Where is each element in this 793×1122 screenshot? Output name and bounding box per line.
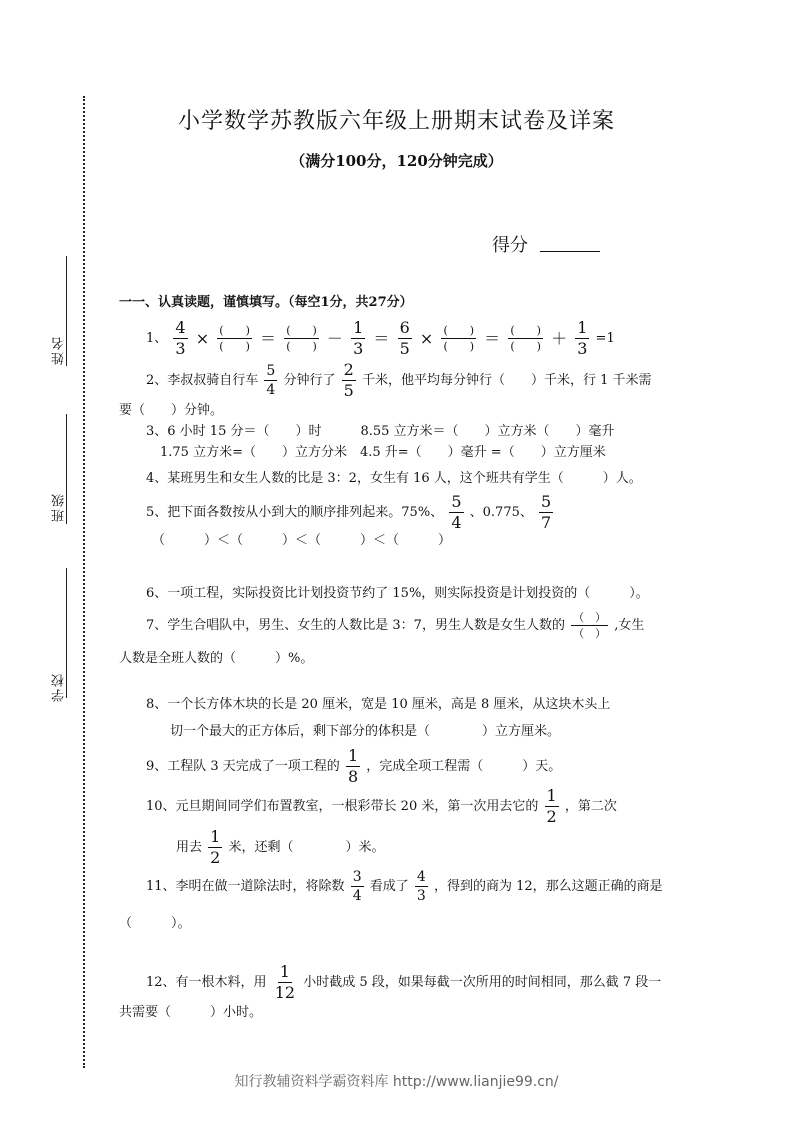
q11-fraction-3-4: $\frac{3}{4}$	[352, 869, 362, 904]
q1-answer-fraction-2[interactable]: $\frac{( )}{( )}$	[286, 324, 317, 353]
question-7	[146, 612, 644, 639]
question-3-line-2: 1.75 立方米=（ ）立方分米 4.5 升=（ ）毫升 =（ ）立方厘米	[160, 445, 606, 460]
q7-text-a: 7、学生合唱队中，男生、女生的人数比是 3：7，男生人数是女生人数的	[146, 618, 565, 633]
q7-answer-fraction[interactable]: $\frac{( )}{( )}$	[573, 611, 607, 640]
q1-answer-fraction-4[interactable]: $\frac{( )}{( )}$	[510, 324, 541, 353]
q1-answer-fraction-1[interactable]: $\frac{( )}{( )}$	[219, 324, 250, 353]
q2-text-b: 分钟行了	[283, 373, 336, 388]
q1-plus: ＋	[551, 328, 568, 348]
q11-text-b: 看成了	[369, 879, 409, 894]
q10-text-a: 10、元旦期间同学们布置教室，一根彩带长 20 米，第一次用去它的	[146, 799, 539, 814]
q10-text-b: ，第二次	[564, 799, 617, 814]
q1-equals: ＝	[260, 328, 277, 348]
q9-text-a: 9、工程队 3 天完成了一项工程的	[146, 759, 340, 774]
q12-fraction-1-12: $\frac{1}{12}$	[274, 962, 296, 1002]
q1-equals-3: ＝	[484, 328, 501, 348]
q10-fraction-1-2b: $\frac{1}{2}$	[210, 827, 221, 867]
score-blank[interactable]	[540, 251, 600, 252]
q11-text-a: 11、李明在做一道除法时，将除数	[146, 879, 345, 894]
footer-watermark: 知行教辅资料学霸资料库 http://www.lianjie99.cn/	[234, 1074, 559, 1090]
q1-number: 1、	[146, 331, 168, 346]
q1-fraction-6-5: $\frac{6}{5}$	[399, 318, 410, 358]
question-12-continued: 共需要（ ）小时。	[119, 1005, 263, 1020]
school-label: 学校	[52, 672, 67, 702]
q11-text-c: ，得到的商为 12，那么这题正确的商是	[433, 879, 663, 894]
q7-text-b: ,女生	[614, 618, 645, 633]
q2-fraction-2-5: $\frac{2}{5}$	[343, 360, 354, 400]
q9-fraction-1-8: $\frac{1}{8}$	[347, 746, 359, 786]
question-5	[146, 494, 555, 531]
q5-text-a: 5、把下面各数按从小到大的顺序排列起来。75%、	[146, 505, 444, 520]
q9-text-b: ，完成全项工程需（ ）天。	[366, 759, 562, 774]
section-heading: 一一、认真读题，谨慎填写。（每空1分，共27分）	[119, 295, 413, 310]
q1-fraction-4-3: $\frac{4}{3}$	[175, 318, 186, 358]
question-11	[146, 870, 663, 903]
question-3-line-1: 3、6 小时 15 分＝（ ）时 8.55 立方米＝（ ）立方米（ ）毫升	[146, 424, 615, 439]
question-6: 6、一项工程，实际投资比计划投资节约了 15%，则实际投资是计划投资的（ ）。	[146, 586, 649, 601]
question-2	[146, 362, 652, 399]
q2-fraction-5-4: $\frac{5}{4}$	[266, 363, 276, 398]
q10-text-d: 米，还剩（ ）米。	[228, 840, 385, 855]
question-7-continued: 人数是全班人数的（ ）%。	[119, 651, 314, 666]
question-5-order-blanks[interactable]: （ ）＜（ ）＜（ ）＜（ ）	[152, 533, 452, 548]
question-4: 4、某班男生和女生人数的比是 3：2，女生有 16 人，这个班共有学生（ ）人。	[146, 471, 642, 486]
class-label: 班级	[52, 492, 67, 522]
q5-fraction-5-7: $\frac{5}{7}$	[541, 492, 552, 532]
exam-title: 小学数学苏教版六年级上册期末试卷及详案	[177, 109, 615, 134]
q1-equals-2: ＝	[373, 328, 390, 348]
q1-fraction-1-3: $\frac{1}{3}$	[353, 318, 364, 358]
question-9	[146, 748, 561, 785]
q2-text-c: 千米，他平均每分钟行（ ）千米，行 1 千米需	[361, 373, 652, 388]
q11-fraction-4-3: $\frac{4}{3}$	[416, 869, 426, 904]
q10-text-c: 用去	[176, 840, 203, 855]
q12-text-b: 小时截成 5 段，如果每截一次所用的时间相同，那么截 7 段一	[303, 975, 662, 990]
q2-text-a: 2、李叔叔骑自行车	[146, 373, 259, 388]
question-8-line-1: 8、一个长方体木块的长是 20 厘米，宽是 10 厘米，高是 8 厘米，从这块木头上	[146, 697, 611, 712]
score-label: 得分	[492, 235, 528, 256]
q5-fraction-5-4: $\frac{5}{4}$	[451, 492, 462, 532]
question-12	[146, 964, 661, 1001]
q1-times-2: ×	[419, 328, 434, 348]
question-1	[146, 320, 615, 357]
q1-tail: =1	[595, 331, 615, 346]
question-10	[146, 788, 617, 825]
question-8-line-2: 切一个最大的正方体后，剩下部分的体积是（ ）立方厘米。	[170, 724, 561, 739]
q1-fraction-1-3b: $\frac{1}{3}$	[577, 318, 588, 358]
q5-text-b: 、0.775、	[469, 505, 533, 520]
question-11-continued: （ ）。	[119, 916, 191, 931]
q1-times: ×	[195, 328, 210, 348]
name-label: 姓名	[52, 335, 67, 365]
question-10-continued	[176, 829, 385, 866]
question-2-continued: 要（ ）分钟。	[119, 403, 224, 418]
q1-answer-fraction-3[interactable]: $\frac{( )}{( )}$	[443, 324, 475, 353]
q1-minus: －	[326, 328, 343, 348]
q10-fraction-1-2: $\frac{1}{2}$	[546, 786, 557, 826]
exam-subtitle: （满分100分，120分钟完成）	[290, 152, 503, 170]
q12-text-a: 12、有一根木料，用	[146, 975, 267, 990]
binding-dotted-line	[83, 96, 85, 1068]
